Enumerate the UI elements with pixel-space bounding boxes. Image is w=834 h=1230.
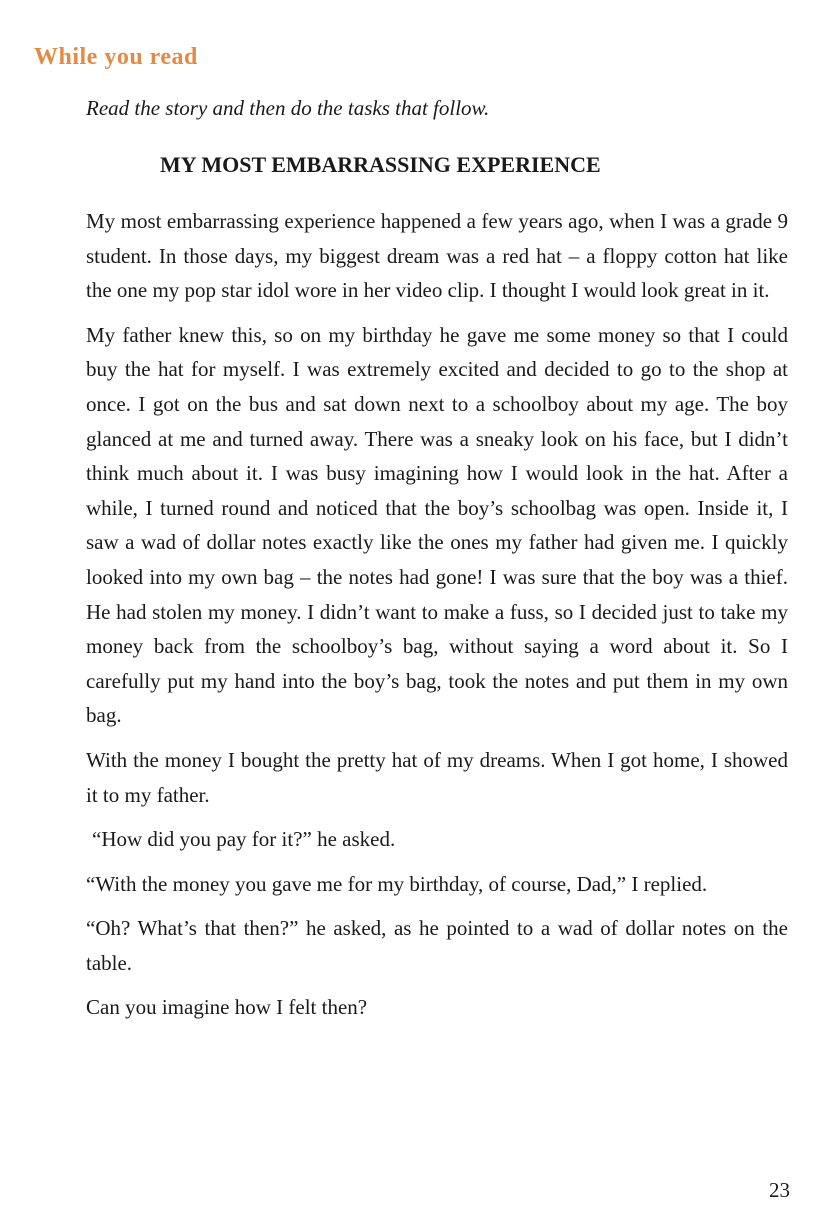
- story-paragraph: “Oh? What’s that then?” he asked, as he pointed to a wad of dollar notes on the table.: [86, 916, 788, 975]
- story-paragraph: “How did you pay for it?” he asked.: [92, 827, 396, 852]
- story-paragraph: With the money I bought the pretty hat of my dreams. When I got home, I showed it to my father.: [86, 747, 788, 807]
- section-label: While you read: [34, 44, 198, 70]
- story-paragraph: My father knew this, so on my birthday he gave me some money so that I could buy the hat for myself. I was extremely excited and decided to go to the shop at once. I got on the bus and sat down next to a schoolboy about my age. The boy glanced at me and turned away. There was a sneaky look on his face, but I didn’t think much about it. I was busy imagining how I would look in the hat. After a while, I turned round and noticed that the boy’s schoolbag was open. Inside it, I saw a wad of dollar notes exactly like the ones my father had given me. I quickly looked into my own bag – the notes had gone! I was sure that the boy was a thief. He had stolen my money. I didn’t want to make a fuss, so I decided just to take my money back from the schoolboy’s bag, without saying a word about it. So I carefully put my hand into the boy’s bag, took the notes and put them in my own bag.: [86, 322, 788, 728]
- reading-instruction: Read the story and then do the tasks that follow.: [86, 96, 490, 120]
- story-paragraph: “With the money you gave me for my birthday, of course, Dad,” I replied.: [86, 871, 708, 896]
- story-body: [86, 204, 788, 1035]
- story-paragraph: Can you imagine how I felt then?: [86, 995, 368, 1020]
- story-title: MY MOST EMBARRASSING EXPERIENCE: [160, 152, 601, 177]
- page-number: 23: [769, 1178, 790, 1202]
- story-paragraph: My most embarrassing experience happened a few years ago, when I was a grade 9 student. In those days, my biggest dream was a red hat – a floppy cotton hat like the one my pop star idol wore in her video clip. I thought I would look great in it.: [86, 209, 788, 303]
